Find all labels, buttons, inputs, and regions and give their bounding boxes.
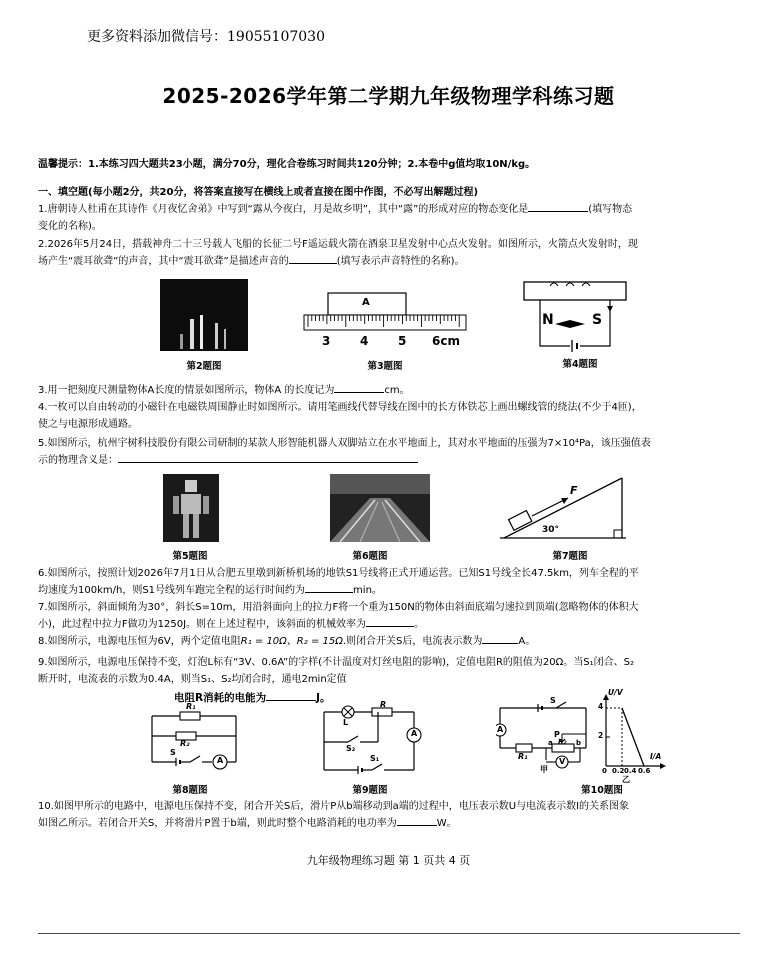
y-tick-label: 2 bbox=[598, 731, 604, 740]
q3-blank[interactable] bbox=[334, 382, 384, 393]
q2-blank[interactable] bbox=[289, 253, 337, 264]
q7-text-b: 小)，此过程中拉力F做功为1250J。则在上述过程中，该斜面的机械效率为 bbox=[38, 619, 367, 630]
q7-text: 7.如图所示，斜面倾角为30°，斜长S=10m，用沿斜面向上的拉力F将一个重为150N的物体由斜面底端匀速拉到顶端(忽略物体的体积大 bbox=[38, 602, 639, 613]
q6-text-b: 均速度为100km/h，则S1号线列车跑完全程的运行时间约为 bbox=[38, 585, 306, 596]
q5-text-b: 示的物理含义是： bbox=[38, 455, 118, 466]
switch-label: S bbox=[170, 748, 176, 757]
figure-4-caption: 第4题图 bbox=[562, 359, 598, 370]
ammeter-label: A bbox=[411, 729, 418, 738]
x-axis-label: I/A bbox=[650, 752, 662, 761]
figure-2-caption: 第2题图 bbox=[186, 361, 222, 372]
y-axis-label: U/V bbox=[608, 688, 623, 697]
figure-10-graph bbox=[598, 690, 668, 782]
rocket-launch-image bbox=[160, 279, 248, 351]
circuit-10-diagram bbox=[496, 696, 600, 776]
q7-end: 。 bbox=[414, 619, 425, 630]
voltmeter-label: V bbox=[559, 757, 566, 766]
q9-text-b: 断开时，电流表的示数为0.4A，则当S₁、S₂均闭合时，通电2min定值 bbox=[38, 674, 347, 685]
x-tick-label: 0.6 bbox=[638, 767, 651, 775]
metro-train-image bbox=[330, 474, 430, 542]
q8-unit: A。 bbox=[518, 636, 536, 647]
question-9 bbox=[38, 654, 744, 688]
q9-text-c: 电阻R消耗的电能为 bbox=[174, 692, 267, 704]
q4-text: 4.一枚可以自由转动的小磁针在电磁铁周围静止时如图所示。请用笔画线代替导线在图中的长方体铁芯上画出螺线管的绕法(不少于4匝)， bbox=[38, 402, 642, 413]
figure-2-rocket-photo bbox=[160, 279, 248, 351]
ammeter-label: A bbox=[497, 725, 504, 734]
ruler-block-label: A bbox=[362, 297, 370, 308]
q1-text-b: (填写物态 bbox=[588, 204, 633, 215]
ruler-tick-label: 5 bbox=[398, 334, 407, 348]
figure-9-caption: 第9题图 bbox=[352, 785, 388, 796]
q10-text: 10.如图甲所示的电路中，电源电压保持不变，闭合开关S后，滑片P从b端移动到a端的过程中，电压表示数U与电流表示数I的关系图象 bbox=[38, 801, 630, 812]
question-1 bbox=[38, 201, 744, 235]
ruler-tick-label: 4 bbox=[360, 334, 369, 348]
figure-3-ruler bbox=[302, 290, 468, 352]
figure-5-caption: 第5题图 bbox=[172, 551, 208, 562]
bottom-rule bbox=[38, 933, 740, 934]
q5-text: 5.如图所示，杭州宇树科技股份有限公司研制的某款人形智能机器人双脚站立在水平地面上，其对水平地面的压强为7×10⁴Pa，该压强值表 bbox=[38, 438, 651, 449]
figure-8-circuit bbox=[146, 702, 242, 776]
question-9-continued bbox=[174, 690, 331, 705]
q1-blank[interactable] bbox=[528, 201, 588, 212]
terminal-b-label: b bbox=[576, 739, 582, 747]
r1-label: R₁ bbox=[186, 702, 196, 711]
q3-unit: cm。 bbox=[384, 385, 410, 396]
q10-text-b: 如图乙所示。若闭合开关S，并将滑片P置于b端，则此时整个电路消耗的电功率为 bbox=[38, 818, 397, 829]
q6-unit: min。 bbox=[353, 585, 382, 596]
question-4 bbox=[38, 399, 744, 433]
r1-label: R₁ bbox=[518, 752, 528, 761]
figure-5-robot-photo bbox=[163, 474, 219, 542]
incline-diagram bbox=[498, 474, 628, 542]
north-pole-label: N bbox=[542, 312, 554, 328]
ruler-tick-label: 3 bbox=[322, 334, 331, 348]
q10-blank[interactable] bbox=[397, 815, 437, 826]
question-3 bbox=[38, 382, 744, 399]
circuit-9-diagram bbox=[318, 700, 422, 778]
q9-text: 9.如图所示，电源电压保持不变，灯泡L标有“3V、0.6A”的字样(不计温度对灯丝电阻的影响)，定值电阻R的阻值为20Ω。当S₁闭合、S₂ bbox=[38, 657, 635, 668]
q6-text: 6.如图所示，按照计划2026年7月1日从合肥五里墩到新桥机场的地铁S1号线将正式开通运营。已知S1号线全长47.5km，列车全程的平 bbox=[38, 568, 639, 579]
q3-text: 3.用一把刻度尺测量物体A长度的情景如图所示，物体A 的长度记为 bbox=[38, 385, 335, 396]
section-1-heading: 一、填空题(每小题2分，共20分，将答案直接写在横线上或者直接在图中作图，不必写出解题过程) bbox=[38, 187, 479, 198]
header-note: 更多资料添加微信号：19055107030 bbox=[87, 29, 325, 45]
q2-text-b: 场产生“震耳欲聋”的声音，其中“震耳欲聋”是描述声音的 bbox=[38, 256, 289, 267]
s2-label: S₂ bbox=[346, 744, 356, 753]
figure-6-caption: 第6题图 bbox=[352, 551, 388, 562]
figure-3-caption: 第3题图 bbox=[367, 361, 403, 372]
question-7 bbox=[38, 599, 744, 633]
q8-resistors: R₁ = 10Ω、R₂ = 15Ω bbox=[240, 636, 343, 647]
question-10 bbox=[38, 798, 744, 832]
figure-7-caption: 第7题图 bbox=[552, 551, 588, 562]
q9-blank[interactable] bbox=[266, 690, 316, 701]
slider-p-label: P bbox=[554, 730, 560, 739]
force-label: F bbox=[570, 484, 578, 497]
question-2 bbox=[38, 236, 744, 270]
figure-10-caption: 第10题图 bbox=[581, 785, 623, 796]
q10-unit: W。 bbox=[436, 818, 457, 829]
angle-label: 30° bbox=[542, 525, 560, 535]
q8-text-b: .则闭合开关S后，电流表示数为 bbox=[342, 636, 483, 647]
q2-text-c: (填写表示声音特性的名称)。 bbox=[336, 256, 465, 267]
ruler-tick-label: 6cm bbox=[432, 334, 460, 348]
lamp-label: L bbox=[343, 718, 349, 727]
page-footer: 九年级物理练习题 第 1 页共 4 页 bbox=[306, 854, 471, 867]
q2-text: 2.2026年5月24日，搭载神舟二十三号载人飞船的长征二号F遥运载火箭在酒泉卫星发射中心点火发射。如图所示，火箭点火发射时，现 bbox=[38, 239, 638, 250]
question-5 bbox=[38, 435, 744, 469]
figure-6-metro-photo bbox=[330, 474, 430, 542]
robot-image bbox=[163, 474, 219, 542]
q5-blank[interactable] bbox=[118, 452, 418, 463]
q8-blank[interactable] bbox=[482, 633, 518, 644]
r2-label: R₂ bbox=[180, 739, 190, 748]
figure-4-electromagnet bbox=[520, 276, 630, 352]
q9-unit: J。 bbox=[316, 692, 331, 704]
tip-text: 温馨提示：1.本练习四大题共23小题，满分70分，理化合卷练习时间共120分钟；2.本卷中g值均取10N/kg。 bbox=[38, 159, 536, 170]
figure-7-incline bbox=[498, 474, 628, 542]
south-pole-label: S bbox=[592, 312, 603, 328]
q1-text: 1.唐朝诗人杜甫在其诗作《月夜忆舍弟》中写到“露从今夜白，月是故乡明”，其中“露”的形成对应的物态变化是 bbox=[38, 204, 529, 215]
question-6 bbox=[38, 565, 744, 599]
x-tick-label: 0.4 bbox=[624, 767, 637, 775]
q8-text: 8.如图所示，电源电压恒为6V，两个定值电阻 bbox=[38, 636, 241, 647]
q7-blank[interactable] bbox=[366, 616, 414, 627]
figure-10-circuit bbox=[496, 696, 600, 776]
page-title: 2025-2026学年第二学期九年级物理学科练习题 bbox=[162, 84, 615, 108]
ammeter-label: A bbox=[217, 756, 224, 765]
q6-blank[interactable] bbox=[305, 582, 353, 593]
r2-label: R₂ bbox=[558, 738, 567, 746]
question-8 bbox=[38, 633, 744, 650]
figure-yi-label: 乙 bbox=[622, 775, 630, 784]
x-tick-label: 0 bbox=[602, 767, 607, 775]
electromagnet-diagram bbox=[520, 276, 630, 352]
q4-text-b: 使之与电源形成通路。 bbox=[38, 419, 138, 430]
figure-8-caption: 第8题图 bbox=[172, 785, 208, 796]
y-tick-label: 4 bbox=[598, 702, 604, 711]
terminal-a-label: a bbox=[548, 739, 553, 747]
figure-jia-label: 甲 bbox=[540, 765, 548, 774]
x-tick-label: 0.2 bbox=[612, 767, 625, 775]
q1-text-c: 变化的名称)。 bbox=[38, 221, 102, 232]
s1-label: S₁ bbox=[370, 754, 380, 763]
resistor-label: R bbox=[380, 700, 387, 709]
figure-9-circuit bbox=[318, 700, 422, 778]
circuit-8-diagram bbox=[146, 706, 242, 776]
switch-label: S bbox=[550, 696, 556, 705]
